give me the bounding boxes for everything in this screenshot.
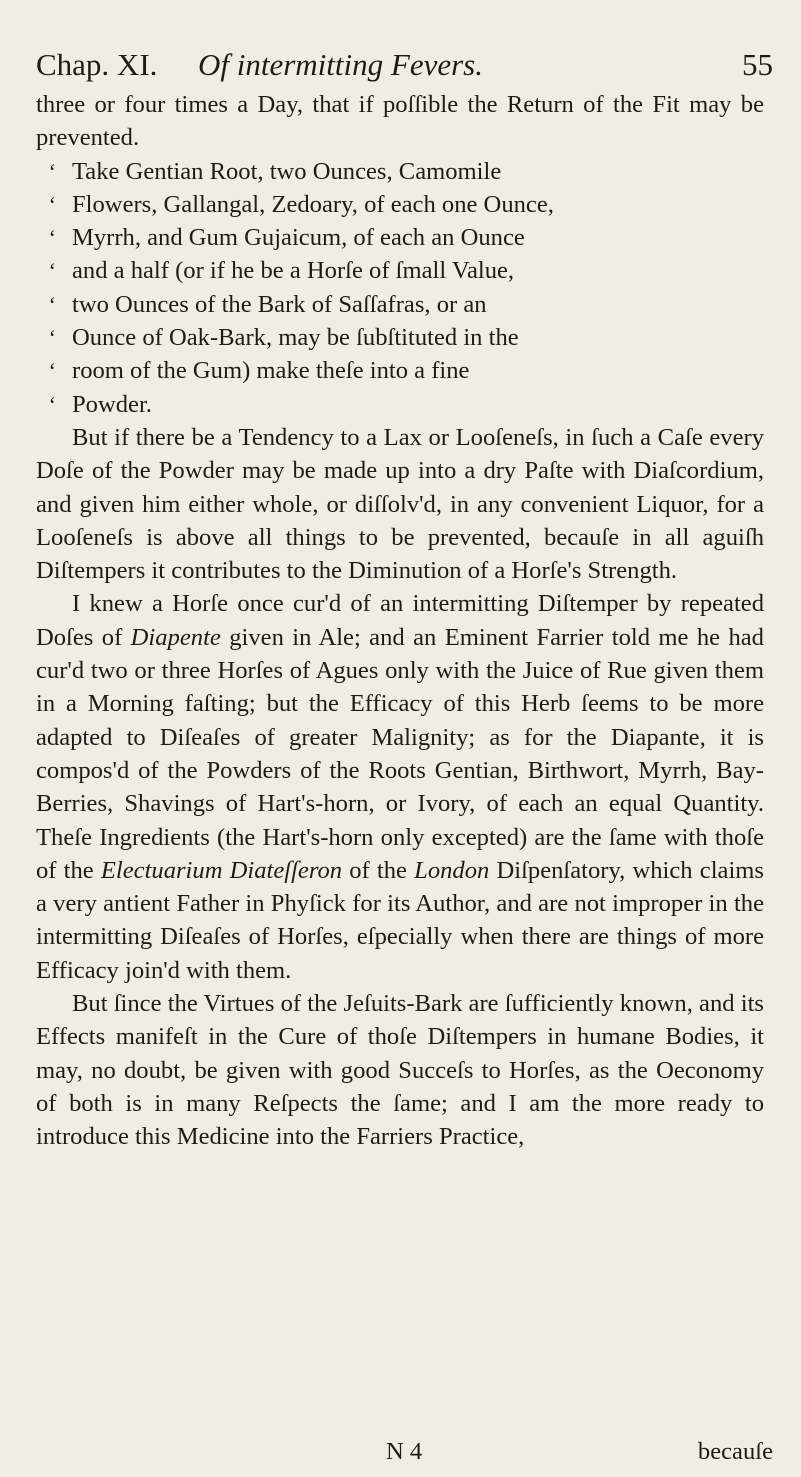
running-title: Of intermitting Fevers. xyxy=(198,47,483,82)
quote-mark: ‘ xyxy=(48,358,56,384)
italic-term: London xyxy=(414,856,490,884)
quote-mark: ‘ xyxy=(48,158,56,184)
chapter-label: Chap. XI. xyxy=(36,47,158,82)
quote-mark: ‘ xyxy=(48,391,56,417)
quote-mark: ‘ xyxy=(48,191,56,217)
recipe-line: ‘ Powder. xyxy=(36,388,764,421)
recipe-block xyxy=(36,155,764,421)
quote-mark: ‘ xyxy=(48,225,56,251)
recipe-line: ‘ and a half (or if he be a Horſe of ſmall Value, xyxy=(36,254,764,287)
recipe-line: ‘ Myrrh, and Gum Gujaicum, of each an Ounce xyxy=(36,221,764,254)
recipe-line: ‘ Ounce of Oak-Bark, may be ſubſtituted in the xyxy=(36,321,764,354)
page-number: 55 xyxy=(742,47,773,82)
paragraph-diapente: I knew a Horſe once cur'd of an intermitting Diſtemper by repeated Doſes of Diapente given in Ale; and an Eminent Farrier told me he had cur'd two or three Horſes of Agues only with the Juice of Rue given them in a Morning faſting; but the Efficacy of this Herb ſeems to be more adapted to Diſeaſes of greater Malignity; as for the Diapante, it is compos'd of the Powders of the Roots Gentian, Birthwort, Myrrh, Bay-Berries, Shavings of Hart's-horn, or Ivory, of each an equal Quantity. Theſe Ingredients (the Hart's-horn only excepted) are the ſame with thoſe of the Electuarium Diateſſeron of the London Diſpenſatory, which claims a very antient Father in Phyſick for its Author, and are not improper in the intermitting Diſeaſes of Horſes, eſpecially when there are things of more Efficacy join'd with them. xyxy=(36,590,764,984)
paragraph-continued: three or four times a Day, that if poſſible the Return of the Fit may be prevented. xyxy=(36,91,764,152)
catchword: becauſe xyxy=(697,1438,773,1465)
recipe-line: ‘ Take Gentian Root, two Ounces, Camomile xyxy=(36,155,764,188)
page-body xyxy=(36,88,764,1154)
recipe-line: ‘ two Ounces of the Bark of Saſſafras, or an xyxy=(36,288,764,321)
paragraph-jesuits-bark: But ſince the Virtues of the Jeſuits-Bark are ſufficiently known, and its Effects manifeſt in the Cure of thoſe Diſtempers in humane Bodies, it may, no doubt, be given with good Succeſs to Horſes, as the Oeconomy of both is in many Reſpects the ſame; and I am the more ready to introduce this Medicine into the Farriers Practice, xyxy=(36,990,764,1151)
italic-term: Electuarium Diateſſeron xyxy=(100,856,343,884)
italic-term: Diapente xyxy=(130,623,221,651)
quote-mark: ‘ xyxy=(48,325,56,351)
paragraph-laxness: But if there be a Tendency to a Lax or Looſeneſs, in ſuch a Caſe every Doſe of the Powder may be made up into a dry Paſte with Diaſcordium, and given him either whole, or diſſolv'd, in any convenient Liquor, for a Looſeneſs is above all things to be prevented, becauſe in all aguiſh Diſtempers it contributes to the Diminution of a Horſe's Strength. xyxy=(36,423,764,585)
running-header xyxy=(36,44,773,86)
signature-mark: N 4 xyxy=(386,1438,423,1465)
recipe-line: ‘ room of the Gum) make theſe into a fine xyxy=(36,354,764,387)
quote-mark: ‘ xyxy=(48,258,56,284)
quote-mark: ‘ xyxy=(48,291,56,317)
page-footer xyxy=(36,1436,773,1468)
recipe-line: ‘ Flowers, Gallangal, Zedoary, of each one Ounce, xyxy=(36,188,764,221)
